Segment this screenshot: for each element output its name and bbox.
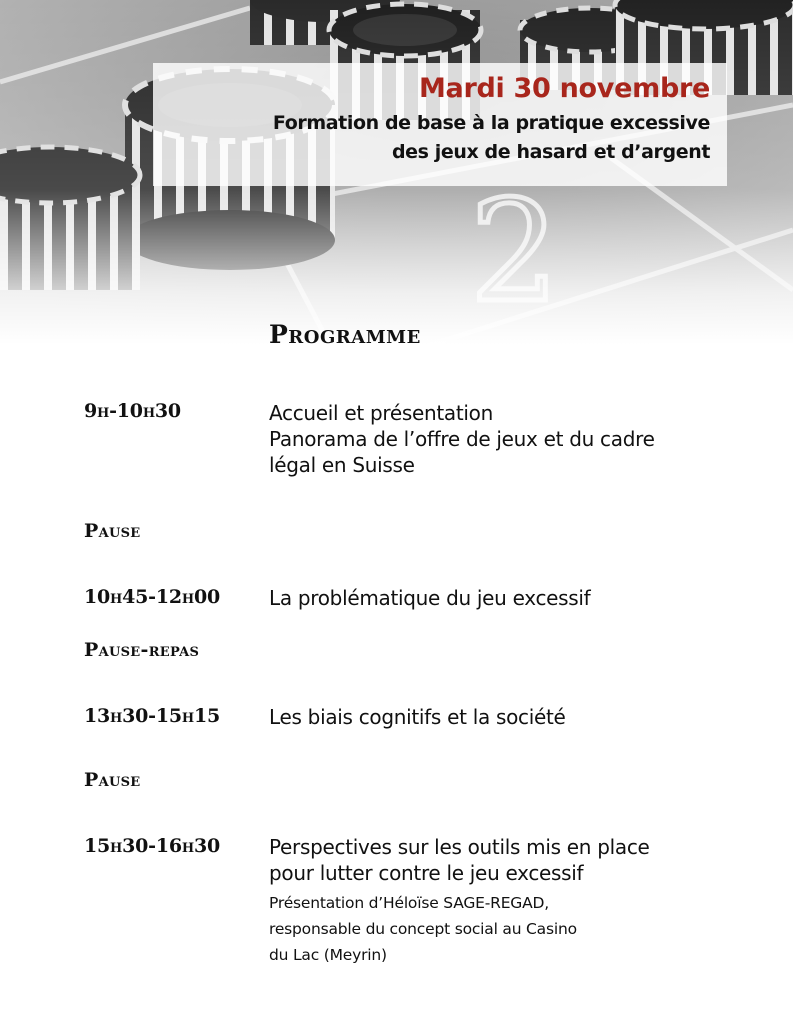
event-title-line: des jeux de hasard et d’argent xyxy=(391,141,710,163)
session-description xyxy=(269,704,749,730)
title-box xyxy=(153,63,727,186)
break-label: Pause xyxy=(84,769,141,791)
session-time: 9h-10h30 xyxy=(84,400,181,422)
session-description xyxy=(269,834,749,886)
session-line: Panorama de l’offre de jeux et du cadre xyxy=(269,427,655,451)
session-description xyxy=(269,400,749,478)
session-line: légal en Suisse xyxy=(269,453,415,477)
speaker-line: Présentation d’Héloïse SAGE-REGAD, xyxy=(269,894,549,912)
header-photo xyxy=(0,0,793,345)
session-time: 10h45-12h00 xyxy=(84,586,221,608)
session-speaker-note xyxy=(269,890,689,968)
programme-heading: Programme xyxy=(269,320,421,349)
session-line: Accueil et présentation xyxy=(269,401,493,425)
session-time: 13h30-15h15 xyxy=(84,705,221,727)
event-title xyxy=(170,109,710,167)
speaker-line: responsable du concept social au Casino xyxy=(269,920,577,938)
break-label: Pause xyxy=(84,520,141,542)
session-description xyxy=(269,585,749,611)
speaker-line: du Lac (Meyrin) xyxy=(269,946,387,964)
session-line: pour lutter contre le jeu excessif xyxy=(269,861,584,885)
break-label: Pause-repas xyxy=(84,639,200,661)
event-title-line: Formation de base à la pratique excessive xyxy=(272,112,710,134)
session-line: Perspectives sur les outils mis en place xyxy=(269,835,650,859)
session-line: Les biais cognitifs et la société xyxy=(269,705,566,729)
session-line: La problématique du jeu excessif xyxy=(269,586,591,610)
event-date: Mardi 30 novembre xyxy=(418,73,710,104)
session-time: 15h30-16h30 xyxy=(84,835,221,857)
